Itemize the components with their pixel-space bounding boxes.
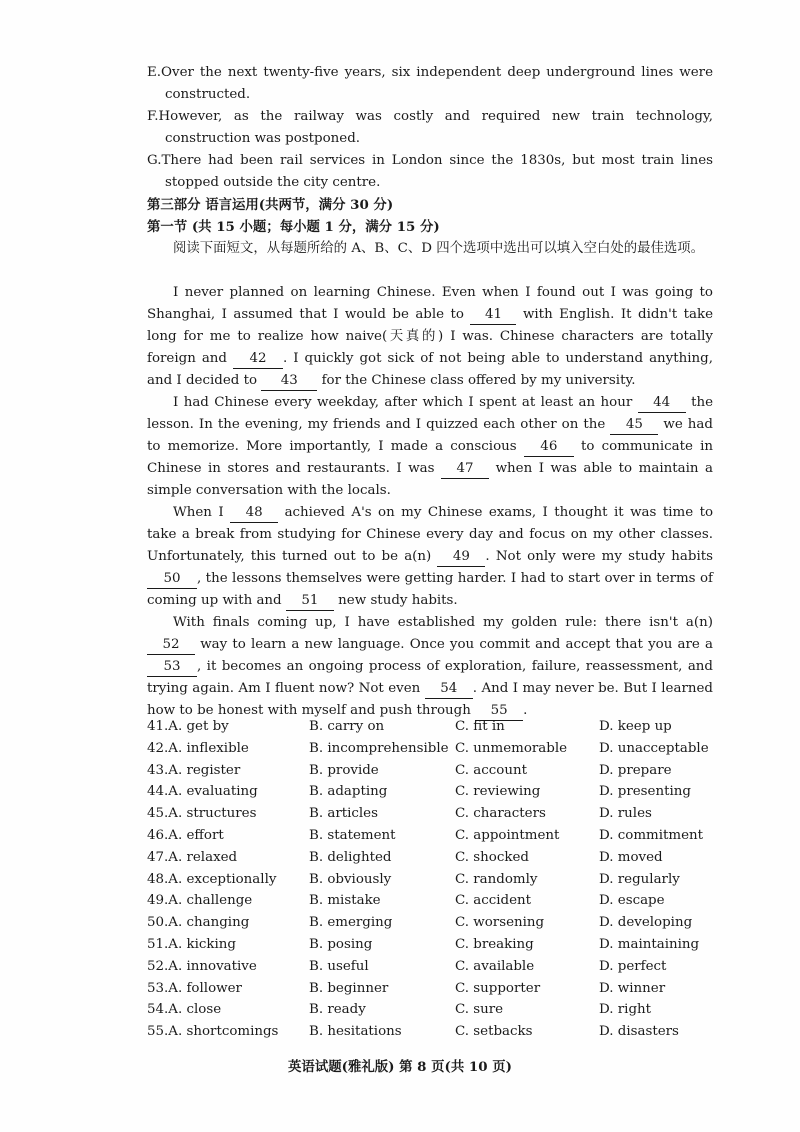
section-header bbox=[147, 194, 713, 260]
option-text: D. developing bbox=[599, 915, 693, 931]
option-text: D. prepare bbox=[599, 762, 672, 778]
question-row bbox=[147, 825, 717, 847]
blank-44: 44 bbox=[638, 394, 686, 413]
option-f: F.However, as the railway was costly and required new train technology, construction was postponed. bbox=[147, 109, 713, 146]
option-a[interactable] bbox=[147, 716, 309, 738]
question-number: 49. bbox=[147, 893, 169, 909]
blank-45: 45 bbox=[610, 416, 658, 435]
blank-41: 41 bbox=[470, 306, 516, 325]
question-number: 54. bbox=[147, 1002, 169, 1018]
option-text: C. reviewing bbox=[455, 784, 541, 800]
option-text: C. shocked bbox=[455, 849, 529, 865]
option-text: D. presenting bbox=[599, 784, 691, 800]
option-b[interactable] bbox=[309, 956, 455, 978]
option-d[interactable] bbox=[599, 912, 717, 934]
option-b[interactable] bbox=[309, 869, 455, 891]
option-b[interactable] bbox=[309, 803, 455, 825]
option-b[interactable] bbox=[309, 890, 455, 912]
option-text: A. kicking bbox=[168, 936, 236, 952]
option-b[interactable] bbox=[309, 738, 455, 760]
option-a[interactable] bbox=[147, 978, 309, 1000]
option-text: C. characters bbox=[455, 806, 546, 822]
option-text: B. obviously bbox=[309, 871, 392, 887]
option-a[interactable] bbox=[147, 869, 309, 891]
option-text: D. moved bbox=[599, 849, 663, 865]
paragraph-1: I never planned on learning Chinese. Even when I found out I was going to Shanghai, I assumed that I would be able to 41 with English. It didn't take long for me to realize how naive(天真的) I was. Chinese characters are totally foreign and 42 . I quickly got sick of not being able to understand anything, and I decided to 43 for the Chinese class offered by my university. bbox=[147, 282, 713, 392]
question-row bbox=[147, 760, 717, 782]
option-b[interactable] bbox=[309, 999, 455, 1021]
option-text: A. inflexible bbox=[168, 740, 249, 756]
option-d[interactable] bbox=[599, 956, 717, 978]
option-d[interactable] bbox=[599, 760, 717, 782]
option-text: B. hesitations bbox=[309, 1024, 402, 1040]
option-c[interactable] bbox=[455, 738, 599, 760]
option-text: B. provide bbox=[309, 762, 379, 778]
option-g: G.There had been rail services in London since the 1830s, but most train lines stopped outside the city centre. bbox=[147, 153, 713, 190]
question-number: 41. bbox=[147, 719, 169, 734]
option-d[interactable] bbox=[599, 890, 717, 912]
option-c[interactable] bbox=[455, 978, 599, 1000]
option-text: B. posing bbox=[309, 936, 373, 952]
question-row bbox=[147, 999, 717, 1021]
question-number: 42. bbox=[147, 740, 169, 756]
blank-47: 47 bbox=[441, 460, 489, 479]
option-a[interactable] bbox=[147, 1021, 309, 1043]
option-d[interactable] bbox=[599, 978, 717, 1000]
option-text: C. breaking bbox=[455, 936, 534, 952]
option-text: C. fit in bbox=[455, 719, 505, 734]
option-a[interactable] bbox=[147, 760, 309, 782]
option-text: D. keep up bbox=[599, 719, 672, 734]
option-text: B. ready bbox=[309, 1002, 366, 1018]
blank-50: 50 bbox=[147, 570, 197, 589]
question-number: 55. bbox=[147, 1024, 169, 1040]
option-text: D. escape bbox=[599, 893, 665, 909]
option-text: D. perfect bbox=[599, 958, 667, 974]
option-c[interactable] bbox=[455, 847, 599, 869]
blank-55: 55 bbox=[475, 702, 523, 721]
option-e: E.Over the next twenty-five years, six independent deep underground lines were constructed. bbox=[147, 65, 713, 102]
question-row bbox=[147, 803, 717, 825]
option-c[interactable] bbox=[455, 825, 599, 847]
option-text: B. beginner bbox=[309, 980, 389, 996]
option-d[interactable] bbox=[599, 716, 717, 738]
option-b[interactable] bbox=[309, 760, 455, 782]
option-d[interactable] bbox=[599, 847, 717, 869]
question-row bbox=[147, 956, 717, 978]
option-d[interactable] bbox=[599, 1021, 717, 1043]
option-text: A. follower bbox=[168, 980, 242, 996]
option-text: C. available bbox=[455, 958, 535, 974]
question-row bbox=[147, 890, 717, 912]
question-number: 51. bbox=[147, 936, 169, 952]
option-text: D. commitment bbox=[599, 827, 704, 843]
option-c[interactable] bbox=[455, 956, 599, 978]
option-d[interactable] bbox=[599, 999, 717, 1021]
question-row bbox=[147, 1021, 717, 1043]
option-d[interactable] bbox=[599, 738, 717, 760]
question-number: 46. bbox=[147, 827, 169, 843]
option-text: B. articles bbox=[309, 806, 378, 822]
option-text: B. delighted bbox=[309, 849, 392, 865]
option-text: A. shortcomings bbox=[168, 1024, 279, 1040]
option-text: A. close bbox=[168, 1002, 222, 1018]
option-text: A. register bbox=[168, 762, 241, 778]
option-c[interactable] bbox=[455, 781, 599, 803]
option-d[interactable] bbox=[599, 934, 717, 956]
option-b[interactable] bbox=[309, 781, 455, 803]
option-c[interactable] bbox=[455, 890, 599, 912]
option-b[interactable] bbox=[309, 716, 455, 738]
question-row bbox=[147, 869, 717, 891]
blank-43: 43 bbox=[261, 372, 317, 391]
option-a[interactable] bbox=[147, 890, 309, 912]
option-b[interactable] bbox=[309, 912, 455, 934]
option-d[interactable] bbox=[599, 781, 717, 803]
option-b[interactable] bbox=[309, 934, 455, 956]
option-text: D. rules bbox=[599, 806, 652, 822]
option-text: A. innovative bbox=[168, 958, 257, 974]
page-footer: 英语试题(雅礼版) 第 8 页(共 10 页) bbox=[288, 1059, 512, 1075]
answer-options bbox=[147, 716, 717, 1043]
previous-options bbox=[147, 62, 713, 194]
option-d[interactable] bbox=[599, 803, 717, 825]
blank-48: 48 bbox=[230, 504, 278, 523]
option-text: C. accident bbox=[455, 893, 532, 909]
option-text: C. supporter bbox=[455, 980, 541, 996]
option-text: D. right bbox=[599, 1002, 652, 1018]
option-text: A. changing bbox=[168, 915, 250, 931]
option-d[interactable] bbox=[599, 869, 717, 891]
option-text: C. worsening bbox=[455, 915, 545, 931]
paragraph-2: I had Chinese every weekday, after which I spent at least an hour 44 the lesson. In the evening, my friends and I quizzed each other on the 45 we had to memorize. More importantly, I made a conscious 46 to communicate in Chinese in stores and restaurants. I was 47 when I was able to maintain a simple conversation with the locals. bbox=[147, 395, 714, 498]
option-b[interactable] bbox=[309, 825, 455, 847]
option-a[interactable] bbox=[147, 912, 309, 934]
option-c[interactable] bbox=[455, 999, 599, 1021]
option-text: B. adapting bbox=[309, 784, 388, 800]
question-row bbox=[147, 912, 717, 934]
question-number: 50. bbox=[147, 915, 169, 931]
option-text: D. maintaining bbox=[599, 936, 700, 952]
paragraph-4: With finals coming up, I have established my golden rule: there isn't a(n) 52 way to learn a new language. Once you commit and accept that you are a 53 , it becomes an ongoing process of exploration, failure, reassessment, and trying again. Am I fluent now? Not even 54 . And I may never be. But I learned how to be honest with myself and push through 55 . bbox=[147, 612, 713, 722]
paragraph-3: When I 48 achieved A's on my Chinese exams, I thought it was time to take a break from studying for Chinese every day and focus on my other classes. Unfortunately, this turned out to be a(n) 49 . Not only were my study habits 50 , the lessons themselves were getting harder. I had to start over in terms of coming up with and 51 new study habits. bbox=[147, 502, 713, 612]
question-number: 53. bbox=[147, 980, 169, 996]
question-row bbox=[147, 847, 717, 869]
option-text: A. challenge bbox=[168, 893, 253, 909]
option-text: B. mistake bbox=[309, 893, 381, 909]
option-c[interactable] bbox=[455, 760, 599, 782]
blank-54: 54 bbox=[425, 680, 473, 699]
option-text: D. winner bbox=[599, 980, 666, 996]
option-a[interactable] bbox=[147, 825, 309, 847]
blank-51: 51 bbox=[286, 592, 334, 611]
option-c[interactable] bbox=[455, 934, 599, 956]
option-text: A. evaluating bbox=[168, 784, 258, 800]
option-c[interactable] bbox=[455, 912, 599, 934]
sub-title: 第一节 (共 15 小题；每小题 1 分，满分 15 分) bbox=[147, 219, 440, 235]
option-text: D. regularly bbox=[599, 871, 680, 887]
question-number: 48. bbox=[147, 871, 169, 887]
option-c[interactable] bbox=[455, 716, 599, 738]
option-a[interactable] bbox=[147, 956, 309, 978]
option-c[interactable] bbox=[455, 803, 599, 825]
option-text: C. sure bbox=[455, 1002, 504, 1018]
question-row bbox=[147, 934, 717, 956]
option-text: C. appointment bbox=[455, 827, 560, 843]
question-row bbox=[147, 978, 717, 1000]
option-a[interactable] bbox=[147, 847, 309, 869]
option-text: C. unmemorable bbox=[455, 740, 568, 756]
question-row bbox=[147, 738, 717, 760]
option-text: D. unacceptable bbox=[599, 740, 709, 756]
option-text: A. get by bbox=[168, 719, 229, 734]
blank-42: 42 bbox=[233, 350, 283, 369]
option-c[interactable] bbox=[455, 1021, 599, 1043]
option-text: A. structures bbox=[168, 806, 257, 822]
option-b[interactable] bbox=[309, 847, 455, 869]
option-text: C. randomly bbox=[455, 871, 538, 887]
option-text: B. incomprehensible bbox=[309, 740, 449, 756]
option-text: C. account bbox=[455, 762, 527, 778]
blank-49: 49 bbox=[437, 548, 485, 567]
blank-46: 46 bbox=[524, 438, 574, 457]
option-a[interactable] bbox=[147, 738, 309, 760]
option-text: B. useful bbox=[309, 958, 369, 974]
passage bbox=[147, 282, 713, 722]
option-text: A. relaxed bbox=[168, 849, 238, 865]
blank-52: 52 bbox=[147, 636, 195, 655]
option-text: C. setbacks bbox=[455, 1024, 533, 1040]
option-d[interactable] bbox=[599, 825, 717, 847]
option-text: A. exceptionally bbox=[168, 871, 277, 887]
question-number: 44. bbox=[147, 784, 169, 800]
question-number: 43. bbox=[147, 762, 169, 778]
question-row bbox=[147, 716, 717, 738]
option-a[interactable] bbox=[147, 934, 309, 956]
option-b[interactable] bbox=[309, 1021, 455, 1043]
option-text: B. emerging bbox=[309, 915, 393, 931]
question-number: 47. bbox=[147, 849, 169, 865]
option-a[interactable] bbox=[147, 999, 309, 1021]
option-text: A. effort bbox=[168, 827, 224, 843]
question-number: 45. bbox=[147, 806, 169, 822]
option-c[interactable] bbox=[455, 869, 599, 891]
option-b[interactable] bbox=[309, 978, 455, 1000]
question-row bbox=[147, 781, 717, 803]
option-a[interactable] bbox=[147, 803, 309, 825]
instruction: 阅读下面短文，从每题所给的 A、B、C、D 四个选项中选出可以填入空白处的最佳选项。 bbox=[173, 241, 705, 256]
option-text: B. statement bbox=[309, 827, 396, 843]
option-a[interactable] bbox=[147, 781, 309, 803]
question-number: 52. bbox=[147, 958, 169, 974]
option-text: B. carry on bbox=[309, 719, 385, 734]
blank-53: 53 bbox=[147, 658, 197, 677]
option-text: D. disasters bbox=[599, 1024, 679, 1040]
part-title: 第三部分 语言运用(共两节，满分 30 分) bbox=[147, 197, 394, 213]
